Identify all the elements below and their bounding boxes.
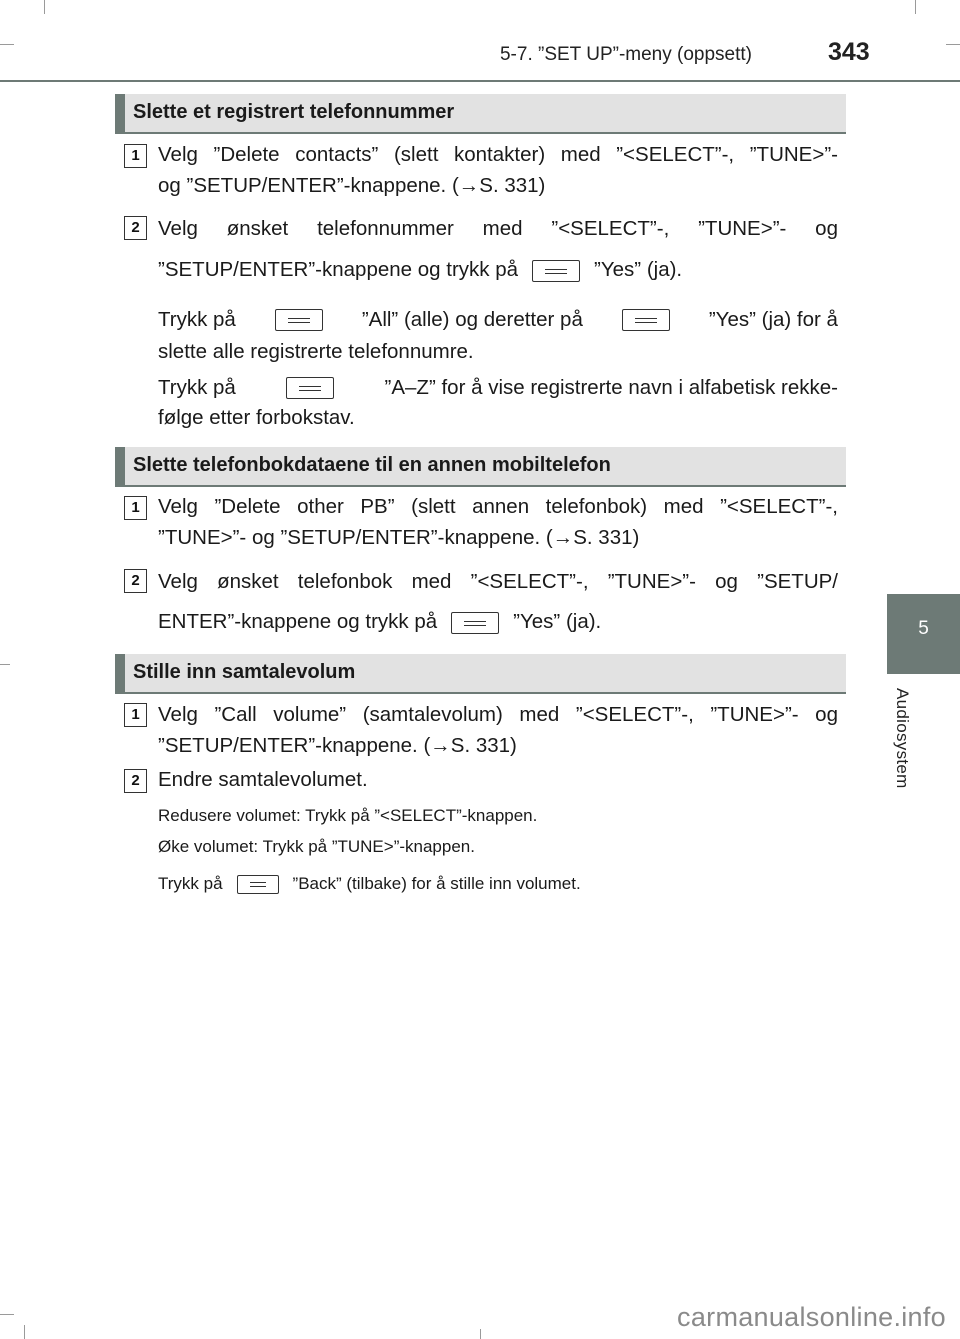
step-text: og ”SETUP/ENTER”-knappene. (→S. 331) [158,174,546,197]
section-heading [115,94,846,134]
crop-mark [44,0,45,14]
step-text: Velg ønsket telefonbok med ”<SELECT”-, ”TUNE>”- og ”SETUP/ [158,570,838,593]
crop-mark [946,44,960,45]
note-text [158,308,838,332]
note-text [158,874,581,894]
section-title: Stille inn samtalevolum [133,661,356,683]
watermark: carmanualsonline.info [677,1302,946,1332]
crop-mark [0,44,14,45]
section-title: Slette et registrert telefonnummer [133,101,455,123]
step-text [158,258,682,282]
step-text: Endre samtalevolumet. [158,768,368,791]
step-text: ”TUNE>”- og ”SETUP/ENTER”-knappene. (→S. 331) [158,526,640,549]
section-heading-bar [115,654,125,692]
step-text-part: ”Yes” (ja). [513,610,602,633]
screen-button-icon [532,260,580,282]
step-text: Velg ”Delete contacts” (slett kontakter) med ”<SELECT”-, ”TUNE>”- [158,143,838,166]
note-text-part: Trykk på [158,874,223,893]
crop-mark [0,664,10,665]
step-text-part: ENTER”-knappene og trykk på [158,610,438,633]
step-number: 2 [124,769,147,793]
header-rule [0,80,960,82]
section-heading-bar [115,447,125,485]
screen-button-icon [622,309,670,331]
note-text-part: ”Back” (tilbake) for å stille inn volumet. [292,874,581,893]
step-text-part: ”Yes” (ja). [594,258,683,281]
section-heading [115,447,846,487]
note-text-part: Trykk på [158,308,236,331]
note-text: følge etter forbokstav. [158,406,355,429]
note-text: Øke volumet: Trykk på ”TUNE>”-knappen. [158,837,475,856]
screen-button-icon [275,309,323,331]
chapter-label: Audiosystem [893,688,912,789]
section-heading [115,654,846,694]
note-text-part: ”A–Z” for å vise registrerte navn i alfabetisk rekke- [384,376,838,399]
running-head: 5-7. ”SET UP”-meny (oppsett) [499,44,752,65]
chapter-number: 5 [918,618,929,639]
note-text-part: Trykk på [158,376,236,399]
step-text: Velg ønsket telefonnummer med ”<SELECT”-, ”TUNE>”- og [158,217,838,240]
note-text-part: ”Yes” (ja) for å [708,308,838,331]
note-text-part: ”All” (alle) og deretter på [361,308,583,331]
note-text [158,376,838,400]
note-text: slette alle registrerte telefonnumre. [158,340,474,363]
screen-button-icon [451,612,499,634]
step-text: Velg ”Delete other PB” (slett annen telefonbok) med ”<SELECT”-, [158,495,838,518]
crop-mark [480,1329,481,1339]
section-heading-bar [115,94,125,132]
screen-button-icon [237,875,279,894]
crop-mark [0,1314,14,1315]
crop-mark [915,0,916,14]
step-text: ”SETUP/ENTER”-knappene. (→S. 331) [158,734,517,757]
step-number: 2 [124,216,147,240]
step-text: Velg ”Call volume” (samtalevolum) med ”<SELECT”-, ”TUNE>”- og [158,703,838,726]
crop-mark [24,1325,25,1339]
step-number: 1 [124,496,147,520]
step-number: 2 [124,569,147,593]
step-number: 1 [124,144,147,168]
note-text: Redusere volumet: Trykk på ”<SELECT”-knappen. [158,806,538,825]
page-number: 343 [828,38,870,66]
step-number: 1 [124,703,147,727]
section-title: Slette telefonbokdataene til en annen mobiltelefon [133,454,611,476]
chapter-tab [887,594,960,674]
step-text-part: ”SETUP/ENTER”-knappene og trykk på [158,258,519,281]
screen-button-icon [286,377,334,399]
step-text [158,610,601,634]
